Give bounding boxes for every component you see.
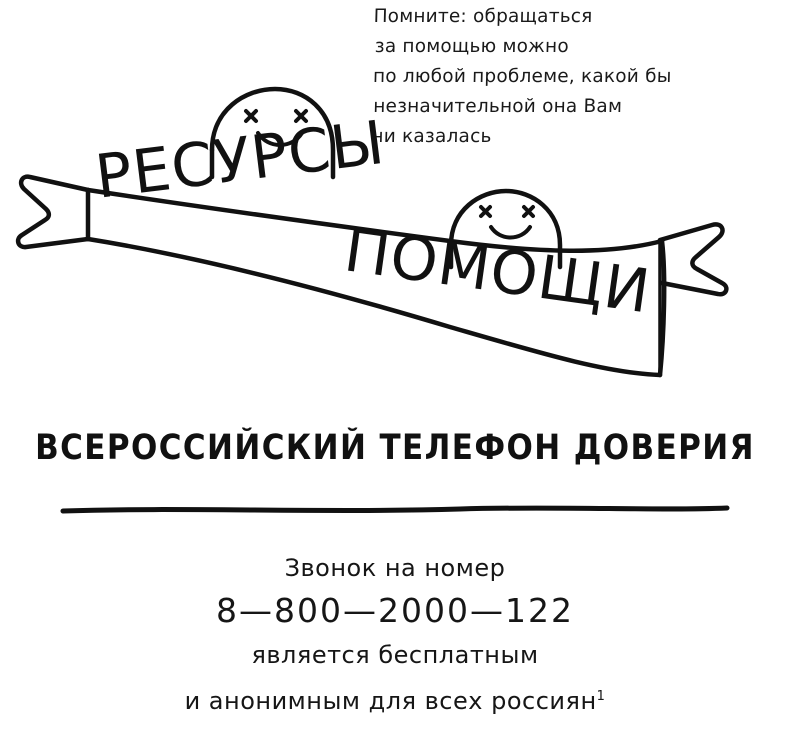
ribbon-word-2: ПОМОЩИ <box>340 215 655 328</box>
ribbon-left-tail <box>18 177 88 247</box>
note-line: незначительной она Вам <box>372 96 623 117</box>
note-line: за помощью можно <box>374 36 570 57</box>
ribbon-bottom-edge <box>88 239 660 375</box>
hotline-number: 8—800—2000—122 <box>216 591 574 630</box>
note-line: Помните: обращаться <box>373 6 593 27</box>
ribbon-illustration <box>0 55 790 405</box>
ribbon-top-edge <box>88 190 662 251</box>
ribbon-right-tail <box>660 224 726 294</box>
note-line: ни казалась <box>371 126 492 147</box>
section-title: ВСЕРОССИЙСКИЙ ТЕЛЕФОН ДОВЕРИЯ <box>35 427 755 469</box>
hotline-anonymous-text <box>0 676 790 722</box>
note-line: по любой проблеме, какой бы <box>372 66 672 87</box>
ribbon-word-1: РЕСУРСЫ <box>91 107 389 213</box>
hotline-anonymous-label: и анонимным для всех россиян <box>184 687 597 715</box>
footnote-marker: 1 <box>596 689 606 704</box>
doodle-head-left <box>212 89 333 177</box>
ribbon-banner <box>0 55 790 405</box>
hotline-free-text: является бесплатным <box>251 641 539 669</box>
hotline-info <box>0 548 790 722</box>
divider-rule <box>60 505 730 515</box>
section-header <box>0 427 790 469</box>
doodle-head-right <box>451 191 560 267</box>
hotline-intro: Звонок на номер <box>284 554 506 582</box>
